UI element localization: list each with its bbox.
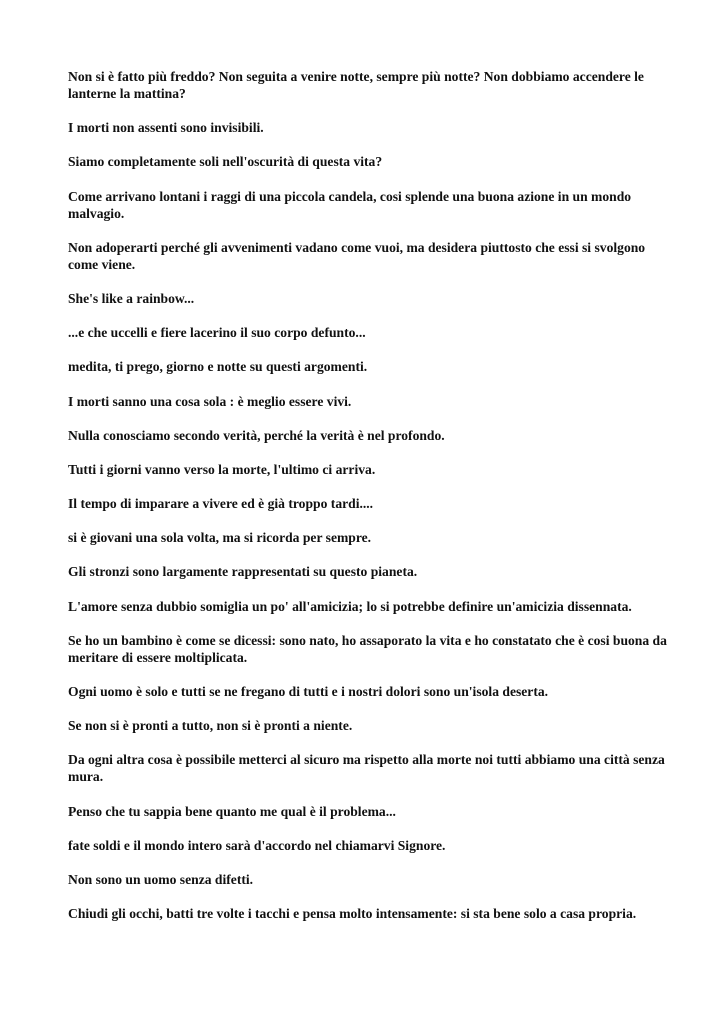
quote-paragraph: Chiudi gli occhi, batti tre volte i tacchi e pensa molto intensamente: si sta bene solo a casa propria.	[68, 906, 637, 922]
quote-list	[68, 68, 668, 939]
quote-paragraph: Tutti i giorni vanno verso la morte, l'ultimo ci arriva.	[68, 461, 376, 477]
quote-paragraph: Non si è fatto più freddo? Non seguita a venire notte, sempre più notte? Non dobbiamo accendere le lanterne la mattina?	[68, 69, 644, 101]
quote-paragraph: I morti non assenti sono invisibili.	[68, 120, 264, 136]
quote-paragraph: Come arrivano lontani i raggi di una piccola candela, cosi splende una buona azione in un mondo malvagio.	[68, 188, 632, 221]
quote-paragraph: Penso che tu sappia bene quanto me qual è il problema...	[68, 803, 396, 819]
quote-paragraph: Se non si è pronti a tutto, non si è pronti a niente.	[68, 718, 353, 734]
quote-paragraph: Non adoperarti perché gli avvenimenti vadano come vuoi, ma desidera piuttosto che essi si svolgono come viene.	[68, 239, 646, 272]
quote-paragraph: Nulla conosciamo secondo verità, perché la verità è nel profondo.	[68, 427, 445, 443]
quote-paragraph: Il tempo di imparare a vivere ed è già troppo tardi....	[68, 496, 374, 512]
quote-paragraph: medita, ti prego, giorno e notte su questi argomenti.	[68, 359, 368, 375]
quote-paragraph: Da ogni altra cosa è possibile metterci al sicuro ma rispetto alla morte noi tutti abbiamo una città senza mura.	[68, 752, 665, 785]
quote-paragraph: si è giovani una sola volta, ma si ricorda per sempre.	[68, 530, 372, 546]
quote-paragraph: fate soldi e il mondo intero sarà d'accordo nel chiamarvi Signore.	[68, 837, 446, 853]
quote-paragraph: ...e che uccelli e fiere lacerino il suo corpo defunto...	[68, 325, 366, 341]
quote-paragraph: Ogni uomo è solo e tutti se ne fregano di tutti e i nostri dolori sono un'isola deserta.	[68, 684, 549, 699]
quote-paragraph: She's like a rainbow...	[68, 290, 195, 306]
quote-paragraph: I morti sanno una cosa sola : è meglio essere vivi.	[68, 393, 352, 409]
quote-paragraph: L'amore senza dubbio somiglia un po' all'amicizia; lo si potrebbe definire un'amicizia dissennata.	[68, 598, 632, 614]
quote-paragraph: Siamo completamente soli nell'oscurità di questa vita?	[68, 154, 383, 170]
quote-paragraph: Se ho un bambino è come se dicessi: sono nato, ho assaporato la vita e ho constatato che è cosi buona da meritare di essere moltiplicata.	[68, 632, 667, 665]
quote-paragraph: Non sono un uomo senza difetti.	[68, 871, 254, 887]
quote-paragraph: Gli stronzi sono largamente rappresentati su questo pianeta.	[68, 564, 418, 580]
